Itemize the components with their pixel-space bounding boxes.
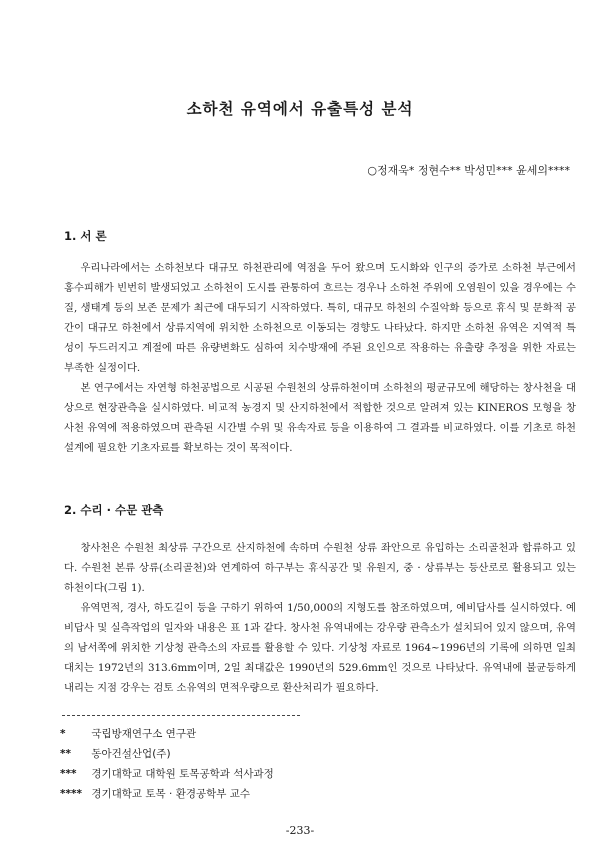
footnote <box>60 744 274 764</box>
footnote-text: 동아건설산업(주) <box>91 748 171 760</box>
footnote-mark: ** <box>60 748 71 760</box>
section-heading-introduction: 1. 서 론 <box>64 229 107 243</box>
footnote-mark: **** <box>60 788 82 800</box>
footnote-text: 경기대학교 토목 · 환경공학부 교수 <box>91 788 251 800</box>
footnote-separator <box>62 715 300 716</box>
footnote-mark: * <box>60 728 66 740</box>
footnote <box>60 764 274 784</box>
introduction-body <box>64 258 576 458</box>
page-number: -233- <box>285 824 315 837</box>
hydrology-body <box>64 538 576 698</box>
paragraph: 창사천은 수원천 최상류 구간으로 산지하천에 속하며 수원천 상류 좌안으로 유입하는 소리골천과 합류하고 있다. 수원천 본류 상류(소리골천)와 연계하여 하구부는 휴식공간 및 유원지, 중 · 상류부는 등산로로 활용되고 있는 하천이다(그림 1). <box>64 542 576 594</box>
footnote <box>60 724 274 744</box>
footnote-text: 국립방재연구소 연구관 <box>91 728 197 740</box>
footnote-mark: *** <box>60 768 77 780</box>
section-heading-hydrology: 2. 수리 · 수문 관측 <box>64 503 164 517</box>
paper-title: 소하천 유역에서 유출특성 분석 <box>186 100 414 118</box>
paragraph: 우리나라에서는 소하천보다 대규모 하천관리에 역점을 두어 왔으며 도시화와 인구의 증가로 소하천 부근에서 홍수피해가 빈번히 발생되었고 소하천이 도시를 관통하여 흐르는 경우나 소하천 주위에 오염원이 있을 경우에는 수질, 생태계 등의 보존 문제가 최근에 대두되기 시작하였다. 특히, 대규모 하천의 수질악화 등으로 휴식 및 문화적 공간이 대규모 하천에서 상류지역에 위치한 소하천으로 이동되는 경향도 나타났다. 하지만 소하천 유역은 지역적 특성이 두드러지고 계절에 따른 유량변화도 심하여 치수방재에 주된 요인으로 작용하는 유출량 추정을 위한 자료는 부족한 실정이다. <box>64 262 576 374</box>
paragraph: 본 연구에서는 자연형 하천공법으로 시공된 수원천의 상류하천이며 소하천의 평균규모에 해당하는 창사천을 대상으로 현장관측을 실시하였다. 비교적 농경지 및 산지하천에서 적합한 것으로 알려져 있는 KINEROS 모형을 창사천 유역에 적용하였으며 관측된 시간별 수위 및 유속자료 등을 이용하여 그 결과를 비교하였다. 이를 기초로 하천설계에 필요한 기초자료를 확보하는 것이 목적이다. <box>64 382 576 454</box>
paragraph: 유역면적, 경사, 하도길이 등을 구하기 위하여 1/50,000의 지형도를 참조하였으며, 예비답사를 실시하였다. 예비답사 및 실측작업의 일자와 내용은 표 1과 같다. 창사천 유역내에는 강우량 관측소가 설치되어 있지 않으며, 유역의 남서쪽에 위치한 기상청 관측소의 자료를 활용할 수 있다. 기상청 자료로 1964~1996년의 기록에 의하면 일최대치는 1972년의 313.6mm이며, 2일 최대값은 1990년의 529.6mm인 것으로 나타났다. 유역내에 불균등하게 내리는 지점 강우는 검토 소유역의 면적우량으로 환산처리가 필요하다. <box>64 602 576 694</box>
footnote <box>60 784 274 804</box>
footnote-text: 경기대학교 대학원 토목공학과 석사과정 <box>91 768 274 780</box>
footnotes <box>60 724 274 804</box>
author-line: ○정재욱* 정현수** 박성민*** 윤세의**** <box>367 164 570 177</box>
